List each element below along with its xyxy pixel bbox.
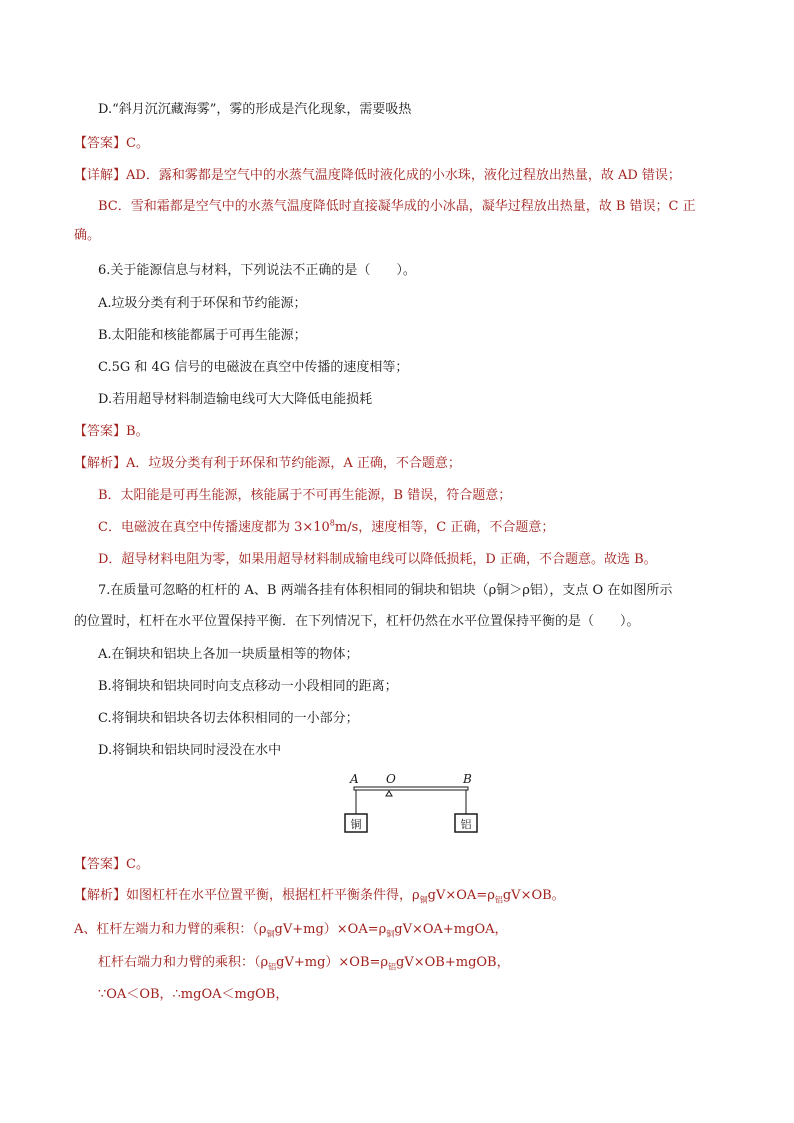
- explanation-text: gV+mg）×OB=ρ: [276, 955, 389, 970]
- explanation-text: gV×OB。: [502, 888, 565, 903]
- answer-tag: 【答案】: [74, 857, 127, 872]
- label-o: O: [386, 772, 396, 786]
- answer-value: C。: [126, 136, 149, 151]
- explanation-text: 如图杠杆在水平位置平衡，根据杠杆平衡条件得，ρ: [126, 888, 420, 903]
- explanation-q7-line1: [74, 886, 565, 906]
- label-b: B: [463, 772, 472, 786]
- explanation-q6-line1: [74, 454, 461, 474]
- subscript: 铜: [386, 929, 395, 939]
- explanation-text: m/s，速度相等，C 正确，不合题意；: [334, 520, 555, 535]
- q6-option-c: C.5G 和 4G 信号的电磁波在真空中传播的速度相等；: [98, 360, 409, 375]
- q6-option-a: A.垃圾分类有利于环保和节约能源；: [98, 296, 307, 311]
- label-a: A: [350, 772, 359, 786]
- q6-option-d: D.若用超导材料制造输电线可大大降低电能损耗: [98, 392, 373, 407]
- answer-q6: [74, 422, 149, 442]
- q7-option-d: D.将铜块和铝块同时浸没在水中: [98, 743, 282, 758]
- explanation-q7-line4: ∵OA＜OB，∴mgOA＜mgOB，: [98, 987, 289, 1002]
- explanation-tag: 【解析】: [74, 888, 127, 903]
- exponent: 8: [329, 518, 335, 528]
- lever-figure: [338, 770, 488, 838]
- question-6: 6.关于能源信息与材料，下列说法不正确的是（ ）。: [98, 263, 416, 278]
- explanation-text: A．垃圾分类有利于环保和节约能源，A 正确，不合题意；: [126, 456, 461, 471]
- copper-label: 铜: [350, 818, 362, 831]
- explanation-text: A、杠杆左端力和力臂的乘积：（ρ: [74, 922, 267, 937]
- answer-value: B。: [126, 424, 149, 439]
- explanation-text: gV×OA+mgOA，: [394, 922, 508, 937]
- aluminum-label: 铝: [460, 818, 472, 831]
- q7-option-a: A.在铜块和铝块上各加一块质量相等的物体；: [98, 647, 359, 662]
- explanation-q7-line3: [98, 953, 510, 973]
- explanation-text: AD．露和雾都是空气中的水蒸气温度降低时液化成的小水珠，液化过程放出热量，故 AD 错误；: [126, 168, 681, 183]
- subscript: 铝: [268, 962, 277, 972]
- answer-tag: 【答案】: [74, 136, 127, 151]
- lever-bar: [354, 787, 468, 790]
- explanation-q6-line4: D．超导材料电阻为零，如果用超导材料制成输电线可以降低损耗，D 正确，不合题意。故选 B。: [98, 552, 657, 567]
- answer-tag: 【答案】: [74, 424, 127, 439]
- answer-q7: [74, 855, 149, 875]
- q6-option-b: B.太阳能和核能都属于可再生能源；: [98, 328, 307, 343]
- question-7-line1: 7.在质量可忽略的杠杆的 A、B 两端各挂有体积相同的铜块和铝块（ρ铜＞ρ铝），支点 O 在如图所示: [98, 583, 673, 598]
- explanation-q5-line3: 确。: [74, 228, 101, 243]
- option-d-q5: D.“斜月沉沉藏海雾”，雾的形成是汽化现象，需要吸热: [98, 102, 412, 117]
- explanation-q6-line3: [98, 518, 554, 538]
- explanation-q6-line2: B．太阳能是可再生能源，核能属于不可再生能源，B 错误，符合题意；: [98, 488, 512, 503]
- subscript: 铜: [266, 929, 275, 939]
- answer-value: C。: [126, 857, 149, 872]
- fulcrum: [386, 791, 392, 796]
- explanation-text: gV×OA=ρ: [427, 888, 495, 903]
- explanation-q5-line1: [74, 166, 681, 186]
- subscript: 铝: [388, 962, 397, 972]
- explanation-tag: 【解析】: [74, 456, 127, 471]
- explanation-q5-line2: BC．雪和霜都是空气中的水蒸气温度降低时直接凝华成的小冰晶，凝华过程放出热量，故 B 错误；C 正: [98, 199, 696, 214]
- lever-diagram: [338, 770, 488, 838]
- answer-q5: [74, 134, 149, 154]
- explanation-text: C．电磁波在真空中传播速度都为 3×10: [98, 520, 330, 535]
- subscript: 铜: [419, 895, 428, 905]
- q7-option-c: C.将铜块和铝块各切去体积相同的一小部分；: [98, 711, 359, 726]
- explanation-tag: 【详解】: [74, 168, 127, 183]
- explanation-text: gV+mg）×OA=ρ: [274, 922, 387, 937]
- q7-option-b: B.将铜块和铝块同时向支点移动一小段相同的距离；: [98, 679, 398, 694]
- explanation-q7-line2: [74, 920, 508, 940]
- explanation-text: gV×OB+mgOB，: [396, 955, 510, 970]
- explanation-text: 杠杆右端力和力臂的乘积：（ρ: [98, 955, 269, 970]
- subscript: 铝: [494, 895, 503, 905]
- question-7-line2: 的位置时，杠杆在水平位置保持平衡．在下列情况下，杠杆仍然在水平位置保持平衡的是（ ）。: [74, 614, 640, 629]
